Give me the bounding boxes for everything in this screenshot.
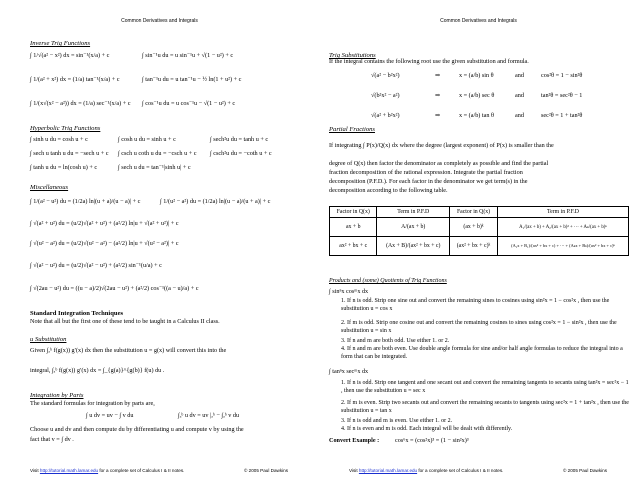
formula: ∫ u dv = uv − ∫ v du bbox=[86, 412, 134, 419]
usub-heading: u Substitution bbox=[30, 336, 67, 343]
table-header: Factor in Q(x) bbox=[450, 207, 498, 218]
footer-copyright: © 2005 Paul Dawkins bbox=[244, 468, 288, 473]
and-word: and bbox=[515, 92, 524, 99]
tan-sec-integral: ∫ tanⁿx secᵐx dx bbox=[329, 368, 369, 375]
table-row bbox=[330, 237, 629, 256]
trig-sub-heading: Trig Substitutions bbox=[329, 52, 376, 59]
implies: ⇒ bbox=[435, 72, 441, 79]
formula: ∫ sech u tanh u du = −sech u + c bbox=[30, 150, 109, 157]
table-cell: (A₁x + B₁)/(ax² + bx + c) + ⋯ + (Aₖx + Bₖ)/(ax² + bx + c)ᵏ bbox=[498, 237, 629, 256]
table-cell: ax + b bbox=[330, 218, 377, 237]
formula: ∫ tan⁻¹u du = u tan⁻¹u − ½ ln(1 + u²) + c bbox=[142, 76, 242, 83]
implies: ⇒ bbox=[435, 112, 441, 119]
formula: ∫ cos⁻¹u du = u cos⁻¹u − √(1 − u²) + c bbox=[142, 100, 236, 107]
parts-text: Choose u and dv and then compute du by differentiating u and compute v by using the bbox=[30, 426, 244, 433]
partial-text: degree of Q(x) then factor the denominator as completely as possible and find the partial bbox=[329, 160, 549, 167]
substitution: x = (a/b) sin θ bbox=[459, 72, 494, 79]
partial-heading: Partial Fractions bbox=[329, 126, 375, 133]
root: √(a² − b²x²) bbox=[371, 72, 400, 79]
identity: sec²θ = 1 + tan²θ bbox=[541, 112, 583, 119]
pfd-table bbox=[329, 206, 629, 256]
table-cell: (Ax + B)/(ax² + bx + c) bbox=[377, 237, 450, 256]
partial-text: fraction decomposition of the rational expression. Integrate the partial fraction bbox=[329, 169, 523, 176]
table-cell: (ax² + bx + c)ᵏ bbox=[450, 237, 498, 256]
table-cell: (ax + b)ᵏ bbox=[450, 218, 498, 237]
formula: ∫ sech²u du = tanh u + c bbox=[210, 136, 269, 143]
formula: ∫ₐᵇ u dv = uv |ₐᵇ − ∫ₐᵇ v du bbox=[178, 412, 240, 419]
formula: ∫ 1/(x√(x² − a²)) dx = (1/a) sec⁻¹(x/a) + c bbox=[30, 100, 131, 107]
footer-link[interactable]: http://tutorial.math.lamar.edu bbox=[39, 468, 99, 473]
standard-heading: Standard Integration Techniques bbox=[30, 310, 124, 317]
table-cell: ax² + bx + c bbox=[330, 237, 377, 256]
list-item: 2. If m is odd. Strip one cosine out and convert the remaining cosines to sines using cos²x = 1 − sin²x , then use the substitution u = sin x bbox=[341, 320, 617, 334]
footer-suffix: for a complete set of Calculus I & II notes. bbox=[418, 468, 504, 473]
footer-prefix: Visit bbox=[349, 468, 358, 473]
page-footer bbox=[349, 468, 607, 473]
partial-text: decomposition (P.F.D.). For each factor in the denominator we get term(s) in the bbox=[329, 178, 528, 185]
list-item: 2. If m is even. Strip two secants out and convert the remaining secants to tangents using sec²x = 1 + tan²x , then use the substitution u = tan x bbox=[341, 400, 629, 414]
footer-copyright: © 2005 Paul Dawkins bbox=[563, 468, 607, 473]
formula: ∫ 1/(u² − a²) du = (1/2a) ln|(u − a)/(u + a)| + c bbox=[160, 198, 271, 205]
substitution: x = (a/b) tan θ bbox=[459, 112, 494, 119]
list-item: 4. If n is even and m is odd. Each integral will be dealt with differently. bbox=[341, 426, 513, 432]
formula: ∫ √(2au − u²) du = ((u − a)/2)√(2au − u²) + (a²/2) cos⁻¹((a − u)/a) + c bbox=[30, 285, 199, 292]
list-item: 4. If n and m are both even. Use double angle formula for sine and/or half angle formulas to reduce the integral into a form that can be integrated. bbox=[341, 346, 623, 360]
substitution: x = (a/b) sec θ bbox=[459, 92, 495, 99]
partial-text: If integrating ∫ P(x)/Q(x) dx where the degree (largest exponent) of P(x) is smaller than the bbox=[329, 142, 554, 149]
convert-example: cos⁶x = (cos²x)³ = (1 − sin²x)³ bbox=[395, 437, 469, 444]
root: √(b²x² − a²) bbox=[371, 92, 400, 99]
page-header: Common Derivatives and Integrals bbox=[121, 18, 198, 24]
list-item: 1. If n is odd. Strip one sine out and convert the remaining sines to cosines using sin²x = 1 − cos²x , then use the substitution u = cos x bbox=[341, 298, 610, 312]
footer-prefix: Visit bbox=[30, 468, 39, 473]
root: √(a² + b²x²) bbox=[371, 112, 400, 119]
identity: tan²θ = sec²θ − 1 bbox=[541, 92, 583, 99]
partial-text: decomposition according to the following table. bbox=[329, 187, 448, 194]
usub-integral: integral, ∫ₐᵇ f(g(x)) g′(x) dx = ∫_{g(a)}^{g(b)} f(u) du . bbox=[30, 367, 165, 374]
list-item: 3. If n and m are both odd. Use either 1. or 2. bbox=[341, 338, 450, 344]
parts-heading: Integration by Parts bbox=[30, 392, 84, 399]
hyperbolic-heading: Hyperbolic Trig Functions bbox=[30, 125, 101, 132]
usub-text: Given ∫ₐᵇ f(g(x)) g′(x) dx then the substitution u = g(x) will convert this into the bbox=[30, 347, 227, 354]
identity: cos²θ = 1 − sin²θ bbox=[541, 72, 583, 79]
formula: ∫ sin⁻¹u du = u sin⁻¹u + √(1 − u²) + c bbox=[142, 52, 234, 59]
list-item: 3. If n is odd and m is even. Use either 1. or 2. bbox=[341, 418, 453, 424]
products-heading: Products and (some) Quotients of Trig Functions bbox=[329, 278, 447, 284]
formula: ∫ csch²u du = −coth u + c bbox=[210, 150, 272, 157]
formula: ∫ cosh u du = sinh u + c bbox=[118, 136, 176, 143]
formula: ∫ 1/√(a² − x²) dx = sin⁻¹(x/a) + c bbox=[30, 52, 110, 59]
list-item: 1. If n is odd. Strip one tangent and one secant out and convert the remaining tangents to secants using tan²x = sec²x − 1 , then use the substitution u = sec x bbox=[341, 380, 629, 394]
footer-suffix: for a complete set of Calculus I & II notes. bbox=[99, 468, 185, 473]
table-header: Term in P.F.D bbox=[498, 207, 629, 218]
implies: ⇒ bbox=[435, 92, 441, 99]
formula: ∫ √(u² − a²) du = (u/2)√(u² − a²) − (a²/2) ln|u + √(u² − a²)| + c bbox=[30, 240, 179, 247]
trig-sub-intro: If the integral contains the following root use the given substitution and formula. bbox=[329, 58, 529, 65]
formula: ∫ csch u coth u du = −csch u + c bbox=[118, 150, 197, 157]
standard-note: Note that all but the first one of these tend to be taught in a Calculus II class. bbox=[30, 318, 220, 325]
footer-link[interactable]: http://tutorial.math.lamar.edu bbox=[358, 468, 418, 473]
formula: ∫ tanh u du = ln(cosh u) + c bbox=[30, 164, 98, 171]
table-cell: A₁/(ax + b) + A₂/(ax + b)² + ⋯ + Aₖ/(ax + b)ᵏ bbox=[498, 218, 629, 237]
page-footer bbox=[30, 468, 288, 473]
inverse-trig-heading: Inverse Trig Functions bbox=[30, 40, 91, 47]
table-header: Term in P.F.D bbox=[377, 207, 450, 218]
table-header-row bbox=[330, 207, 629, 218]
formula: ∫ sinh u du = cosh u + c bbox=[30, 136, 88, 143]
misc-heading: Miscellaneous bbox=[30, 184, 69, 191]
formula: ∫ 1/(a² − u²) du = (1/2a) ln|(u + a)/(u − a)| + c bbox=[30, 198, 141, 205]
and-word: and bbox=[515, 112, 524, 119]
table-cell: A/(ax + b) bbox=[377, 218, 450, 237]
convert-label: Convert Example : bbox=[329, 437, 380, 444]
page-header: Common Derivatives and Integrals bbox=[440, 18, 517, 24]
sin-cos-integral: ∫ sinⁿx cosᵐx dx bbox=[329, 288, 369, 295]
formula: ∫ sech u du = tan⁻¹|sinh u| + c bbox=[118, 164, 191, 171]
formula: ∫ 1/(a² + x²) dx = (1/a) tan⁻¹(x/a) + c bbox=[30, 76, 120, 83]
parts-intro: The standard formulas for integration by parts are, bbox=[30, 400, 155, 407]
parts-text: fact that v = ∫ dv . bbox=[30, 436, 74, 443]
table-header: Factor in Q(x) bbox=[330, 207, 377, 218]
formula: ∫ √(a² − u²) du = (u/2)√(a² − u²) + (a²/2) sin⁻¹(u/a) + c bbox=[30, 262, 162, 269]
and-word: and bbox=[515, 72, 524, 79]
right-page bbox=[319, 0, 638, 493]
formula: ∫ √(a² + u²) du = (u/2)√(a² + u²) + (a²/2) ln|u + √(a² + u²)| + c bbox=[30, 220, 179, 227]
table-row bbox=[330, 218, 629, 237]
